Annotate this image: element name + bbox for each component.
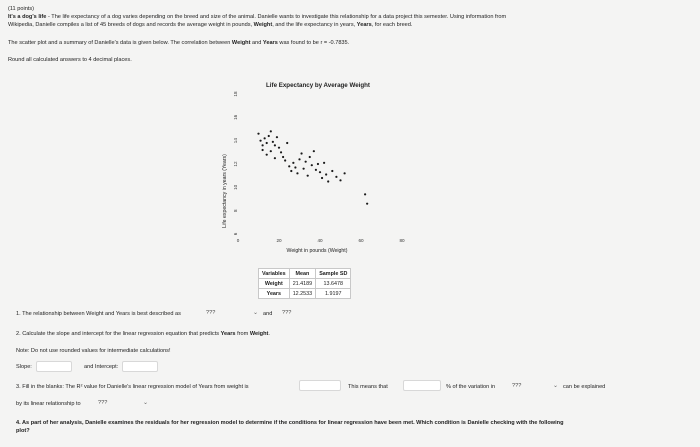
x-tick-label: 40 xyxy=(317,238,323,243)
scatter-point xyxy=(364,193,366,195)
chevron-down-icon: ⌄ xyxy=(142,400,148,406)
intro-bold: It's a dog's life xyxy=(8,14,47,20)
intercept-label: and Intercept: xyxy=(84,364,119,370)
table-row xyxy=(259,289,351,299)
q1-text: 1. The relationship between Weight and Years is best described as xyxy=(16,311,181,317)
q3-text: 3. Fill in the blanks: The R² value for Danielle's linear regression model of Years from weight is xyxy=(16,384,249,390)
scatter-point xyxy=(262,144,264,146)
y-axis-label: Life expectancy in years (Years) xyxy=(222,154,228,228)
y-tick-label: 12 xyxy=(233,161,238,167)
q3-select-1[interactable] xyxy=(510,382,560,392)
q3-select-2[interactable] xyxy=(96,399,150,409)
intercept-input[interactable] xyxy=(122,361,158,372)
intro-bold: Years xyxy=(356,22,372,28)
intro-bold: Weight xyxy=(253,22,273,28)
intro-text: , for each breed. xyxy=(371,22,413,28)
scatter-point xyxy=(339,179,341,181)
q4-text: 4. As part of her analysis, Danielle examines the residuals for her regression model to determine if the conditions for linear regression have been met. Which condition is Danielle checking with the following xyxy=(16,420,564,426)
percent-input[interactable] xyxy=(403,380,441,391)
table-cell: 21.4189 xyxy=(289,279,316,289)
intro-bold: Years xyxy=(262,40,278,46)
scatter-point xyxy=(300,152,302,154)
scatter-point xyxy=(325,173,327,175)
y-tick-label: 10 xyxy=(233,184,238,190)
intro-line-2 xyxy=(8,22,412,29)
q4-text-2: plot? xyxy=(16,428,30,434)
x-tick-label: 80 xyxy=(399,238,405,243)
scatter-point xyxy=(331,170,333,172)
y-tick-label: 6 xyxy=(233,232,238,236)
scatter-chart xyxy=(210,76,410,260)
slope-input[interactable] xyxy=(36,361,72,372)
q3-percent-text: % of the variation in xyxy=(446,384,496,390)
q2-bold: Weight xyxy=(249,331,269,337)
scatter-point xyxy=(282,156,284,158)
table-cell: Years xyxy=(259,289,290,299)
scatter-point xyxy=(288,165,290,167)
r-squared-input[interactable] xyxy=(299,380,341,391)
scatter-point xyxy=(264,137,266,139)
scatter-point xyxy=(280,151,282,153)
q3-line2: by its linear relationship to xyxy=(16,401,81,407)
q1-select-2[interactable] xyxy=(280,309,320,319)
scatter-point xyxy=(319,171,321,173)
intro-text: The scatter plot and a summary of Danielle's data is given below. The correlation between xyxy=(8,40,232,46)
intro-bold: Weight xyxy=(231,40,251,46)
rounding-instruction: Round all calculated answers to 4 decimal places. xyxy=(8,57,132,63)
scatter-point xyxy=(311,164,313,166)
summary-table xyxy=(258,268,351,299)
points-label: (11 points) xyxy=(8,6,35,12)
q1-select-1-value: ??? xyxy=(206,310,216,316)
q3-means-that: This means that xyxy=(348,384,388,390)
scatter-point xyxy=(272,141,274,143)
q2-text xyxy=(16,331,270,338)
q2-note: Note: Do not use rounded values for intermediate calculations! xyxy=(16,348,171,354)
intro-text: , and the life expectancy in years, xyxy=(272,22,357,28)
scatter-point xyxy=(298,158,300,160)
intro-line-1 xyxy=(8,14,506,21)
scatter-point xyxy=(276,136,278,138)
scatter-point xyxy=(307,175,309,177)
y-tick-label: 16 xyxy=(233,114,238,120)
scatter-point xyxy=(315,169,317,171)
intro-text: was found to be r = -0.7835. xyxy=(277,40,350,46)
table-header-cell: Mean xyxy=(289,269,316,279)
q2-text-part: . xyxy=(268,331,270,337)
scatter-point xyxy=(313,150,315,152)
slope-label: Slope: xyxy=(16,364,32,370)
scatter-point xyxy=(303,168,305,170)
scatter-point xyxy=(278,147,280,149)
scatter-point xyxy=(292,162,294,164)
scatter-point xyxy=(286,142,288,144)
scatter-point xyxy=(266,154,268,156)
q3-select-1-value: ??? xyxy=(512,383,522,389)
y-tick-label: 8 xyxy=(233,209,238,212)
chevron-down-icon: ⌄ xyxy=(552,383,558,389)
scatter-point xyxy=(274,157,276,159)
scatter-point xyxy=(344,172,346,174)
scatter-point xyxy=(335,176,337,178)
scatter-point xyxy=(366,203,368,205)
q1-select-2-value: ??? xyxy=(282,310,292,316)
scatter-point xyxy=(270,150,272,152)
q2-text-part: 2. Calculate the slope and intercept for the linear regression equation that predicts xyxy=(16,331,221,337)
x-axis-label: Weight in pounds (Weight) xyxy=(286,248,348,254)
scatter-point xyxy=(321,177,323,179)
table-header-cell: Variables xyxy=(259,269,290,279)
chart-title: Life Expectancy by Average Weight xyxy=(266,82,370,89)
scatter-point xyxy=(262,149,264,151)
scatter-point xyxy=(323,162,325,164)
table-cell: 12.2533 xyxy=(289,289,316,299)
scatter-point xyxy=(327,180,329,182)
y-tick-label: 14 xyxy=(233,138,238,144)
q2-bold: Years xyxy=(220,331,236,337)
q1-and: and xyxy=(263,311,273,317)
scatter-point xyxy=(268,135,270,137)
table-header-row xyxy=(259,269,351,279)
scatter-point xyxy=(259,140,261,142)
intro-text: Wikipedia, Danielle compiles a list of 45 breeds of dogs and records the average weight in pounds, xyxy=(8,22,254,28)
scatter-point xyxy=(270,130,272,132)
table-header-cell: Sample SD xyxy=(316,269,351,279)
scatter-point xyxy=(284,159,286,161)
scatter-point xyxy=(290,170,292,172)
q3-can-be-explained: can be explained xyxy=(563,384,606,390)
table-cell: 1.9197 xyxy=(316,289,351,299)
intro-line-3 xyxy=(8,40,349,47)
x-tick-label: 20 xyxy=(276,238,282,243)
scatter-point xyxy=(305,161,307,163)
scatter-point xyxy=(317,163,319,165)
q3-select-2-value: ??? xyxy=(98,400,108,406)
x-tick-label: 60 xyxy=(358,238,364,243)
table-cell: Weight xyxy=(259,279,290,289)
chevron-down-icon: ⌄ xyxy=(252,310,258,316)
q2-text-part: from xyxy=(235,331,250,337)
scatter-point xyxy=(257,133,259,135)
scatter-point xyxy=(266,142,268,144)
y-tick-label: 18 xyxy=(233,91,238,97)
intro-text: and xyxy=(250,40,263,46)
q1-select-1[interactable] xyxy=(204,309,260,319)
scatter-point xyxy=(274,144,276,146)
scatter-point xyxy=(296,172,298,174)
table-row xyxy=(259,279,351,289)
x-tick-label: 0 xyxy=(236,238,240,243)
table-cell: 13.6478 xyxy=(316,279,351,289)
intro-text: - The life expectancy of a dog varies depending on the breed and size of the animal. Danielle wants to investigate this relationship for a data project this semester. Using information from xyxy=(46,14,507,20)
scatter-point xyxy=(294,166,296,168)
scatter-point xyxy=(309,156,311,158)
